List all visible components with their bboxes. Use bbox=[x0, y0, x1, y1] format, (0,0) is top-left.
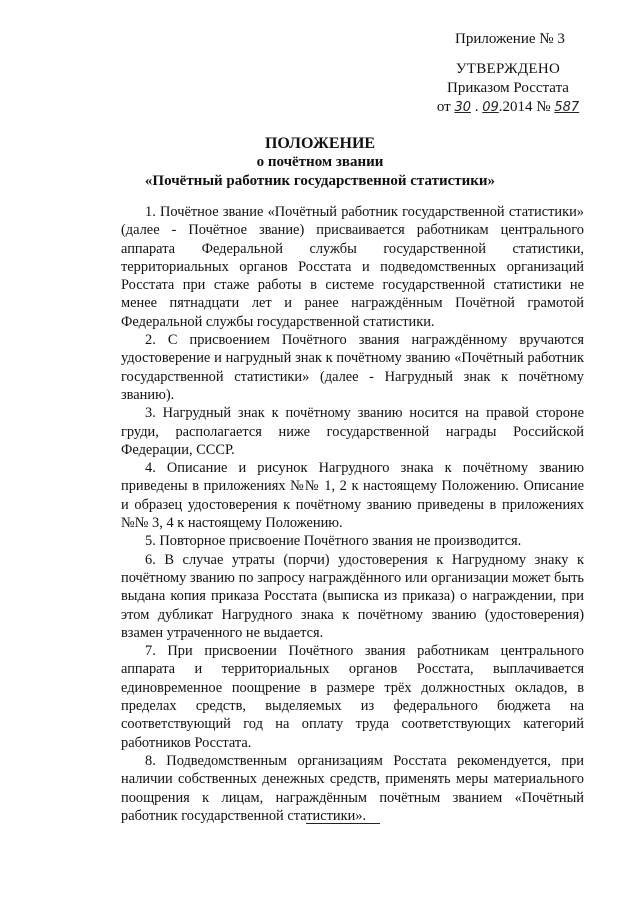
paragraph-3: 3. Нагрудный знак к почётному званию носится на правой стороне груди, располагается ниже государственной награды Российской Федерации, СССР. bbox=[121, 405, 584, 458]
appendix-label: Приложение № 3 bbox=[455, 31, 565, 47]
title-main: ПОЛОЖЕНИЕ bbox=[264, 135, 376, 152]
paragraph-1: 1. Почётное звание «Почётный работник государственной статистики» (далее - Почётное звание) присваивается работникам центрального аппарата Федеральной службы государственной статистики, территориальных органов Росстата и подведомственных организаций Росстата при стаже работы в системе государственной статистики не менее пятнадцати лет и ранее награждённым Почётной грамотой Федеральной службы государственной статистики. bbox=[121, 204, 584, 330]
title-sub2: «Почётный работник государственной статистики» bbox=[144, 173, 496, 189]
date-prefix: от bbox=[436, 99, 451, 115]
title-sub1: о почётном звании bbox=[256, 154, 384, 170]
paragraph-2: 2. С присвоением Почётного звания награждённому вручаются удостоверение и нагрудный знак к почётному званию «Почётный работник государственной статистики» (далее - Нагрудный знак к почётному званию). bbox=[121, 332, 584, 403]
paragraph-7: 7. При присвоении Почётного звания работникам центрального аппарата и территориальных органов Росстата, выплачивается единовременное поощрение в размере трёх должностных окладов, в пределах средств, выделяемых из федерального бюджета на соответствующий год на оплату труда соответствующих категорий работников Росстата. bbox=[121, 643, 584, 751]
paragraph-8: 8. Подведомственным организациям Росстата рекомендуется, при наличии собственных денежных средств, применять меры материального поощрения к лицам, награждённым почётным званием «Почётный работник государственной статистики». bbox=[121, 752, 584, 824]
date-year: .2014 № bbox=[498, 99, 551, 115]
approval-date-line: от 30 . 09.2014 № 587 bbox=[436, 99, 580, 115]
end-divider bbox=[306, 823, 380, 824]
document-title bbox=[0, 134, 640, 191]
paragraph-5: 5. Повторное присвоение Почётного звания не производится. bbox=[145, 533, 522, 550]
document-body bbox=[121, 203, 584, 825]
approval-order-line: Приказом Росстата bbox=[447, 80, 569, 96]
paragraph-6: 6. В случае утраты (порчи) удостоверения к Нагрудному знаку к почётному званию по запросу награждённого или организации может быть выдана копия приказа Росстата (выписка из приказа) о награждении, при этом дубликат Нагрудного знака к почётному званию (удостоверения) взамен утраченного не выдается. bbox=[121, 551, 584, 641]
paragraph-4: 4. Описание и рисунок Нагрудного знака к почётному званию приведены в приложениях №№ 1, 2 к настоящему Положению. Описание и образец удостоверения к почётному званию приведены в приложениях №№ 3, 4 к настоящему Положению. bbox=[121, 460, 584, 532]
date-day-handwritten: 30 bbox=[454, 100, 471, 115]
date-month-handwritten: 09 bbox=[482, 100, 499, 115]
approval-block bbox=[428, 60, 588, 117]
approval-heading: УТВЕРЖДЕНО bbox=[455, 61, 561, 77]
order-number-handwritten: 587 bbox=[554, 100, 580, 115]
